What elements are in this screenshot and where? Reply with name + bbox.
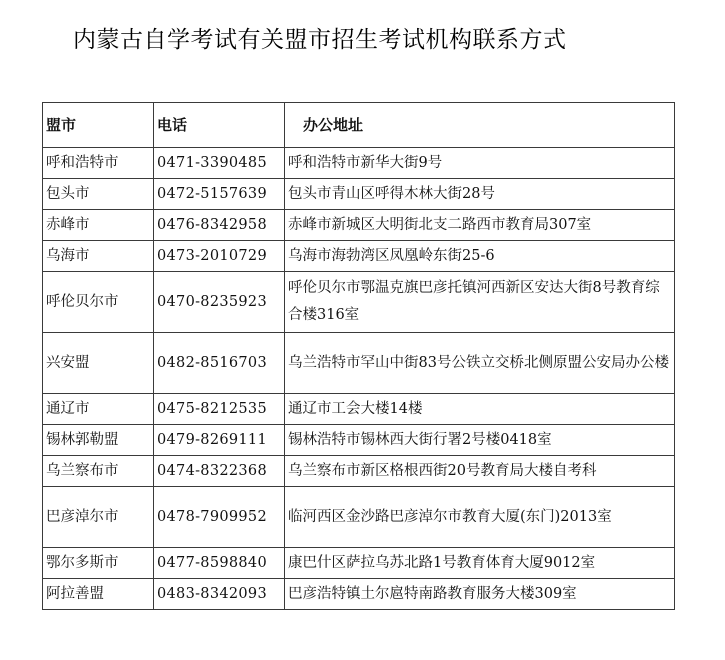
address-cell: 乌兰察布市新区格根西街20号教育局大楼自考科 [285,456,675,487]
column-header-address: 办公地址 [285,103,675,148]
column-header-phone: 电话 [154,103,285,148]
region-cell: 乌海市 [43,241,154,272]
table-header-row [43,103,675,148]
address-cell: 赤峰市新城区大明街北支二路西市教育局307室 [285,210,675,241]
region-cell: 巴彦淖尔市 [43,487,154,548]
phone-cell: 0479-8269111 [154,425,285,456]
address-cell: 锡林浩特市锡林西大街行署2号楼0418室 [285,425,675,456]
table-row [43,333,675,394]
region-cell: 呼和浩特市 [43,148,154,179]
phone-cell: 0470-8235923 [154,272,285,333]
table-row [43,548,675,579]
phone-cell: 0477-8598840 [154,548,285,579]
column-header-region: 盟市 [43,103,154,148]
table-row [43,179,675,210]
region-cell: 阿拉善盟 [43,579,154,610]
table-row [43,272,675,333]
region-cell: 锡林郭勒盟 [43,425,154,456]
phone-cell: 0474-8322368 [154,456,285,487]
phone-cell: 0483-8342093 [154,579,285,610]
table-row [43,456,675,487]
contacts-table [42,102,675,610]
phone-cell: 0475-8212535 [154,394,285,425]
table-row [43,487,675,548]
table-row [43,148,675,179]
address-cell: 乌海市海勃湾区凤凰岭东街25-6 [285,241,675,272]
phone-cell: 0478-7909952 [154,487,285,548]
address-cell: 包头市青山区呼得木林大街28号 [285,179,675,210]
table-row [43,579,675,610]
address-cell: 康巴什区萨拉乌苏北路1号教育体育大厦9012室 [285,548,675,579]
phone-cell: 0471-3390485 [154,148,285,179]
region-cell: 兴安盟 [43,333,154,394]
address-cell: 呼伦贝尔市鄂温克旗巴彦托镇河西新区安达大街8号教育综合楼316室 [285,272,675,333]
table-row [43,394,675,425]
address-cell: 临河西区金沙路巴彦淖尔市教育大厦(东门)2013室 [285,487,675,548]
table-row [43,210,675,241]
phone-cell: 0472-5157639 [154,179,285,210]
region-cell: 通辽市 [43,394,154,425]
phone-cell: 0482-8516703 [154,333,285,394]
region-cell: 鄂尔多斯市 [43,548,154,579]
region-cell: 赤峰市 [43,210,154,241]
region-cell: 包头市 [43,179,154,210]
region-cell: 乌兰察布市 [43,456,154,487]
address-cell: 乌兰浩特市罕山中街83号公铁立交桥北侧原盟公安局办公楼 [285,333,675,394]
table-row [43,241,675,272]
address-cell: 巴彦浩特镇土尔扈特南路教育服务大楼309室 [285,579,675,610]
address-cell: 通辽市工会大楼14楼 [285,394,675,425]
phone-cell: 0473-2010729 [154,241,285,272]
page-title: 内蒙古自学考试有关盟市招生考试机构联系方式 [73,27,567,53]
region-cell: 呼伦贝尔市 [43,272,154,333]
table-row [43,425,675,456]
address-cell: 呼和浩特市新华大街9号 [285,148,675,179]
phone-cell: 0476-8342958 [154,210,285,241]
